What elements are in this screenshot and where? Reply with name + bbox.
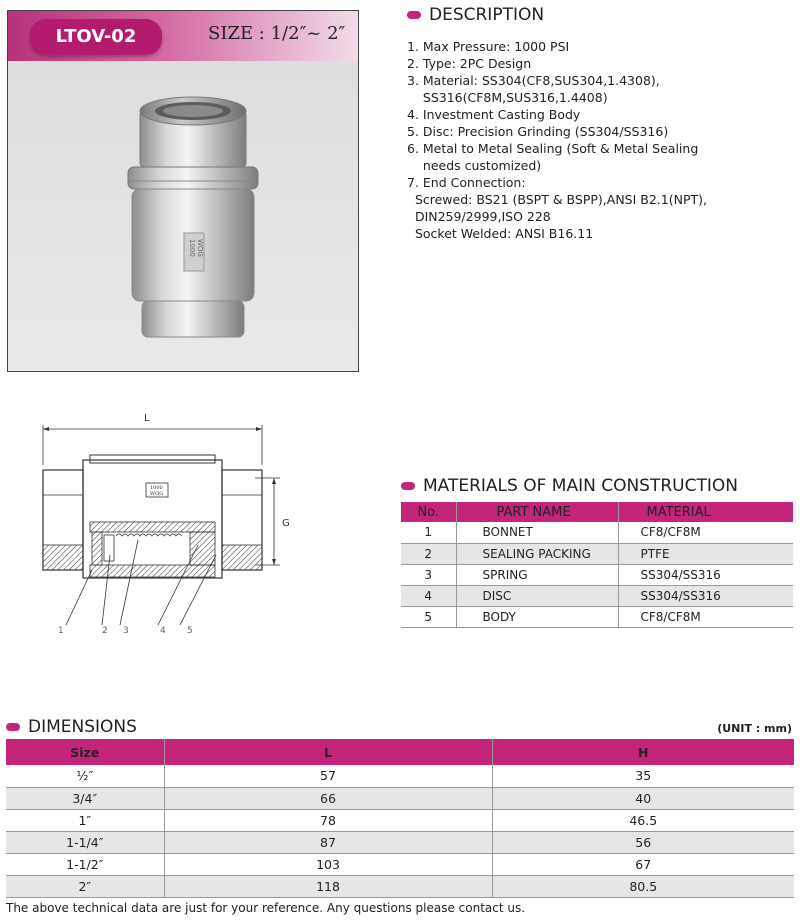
l-cell: 78: [164, 809, 492, 831]
section-marker-icon: [407, 11, 421, 19]
description-line: DIN259/2999,ISO 228: [407, 209, 551, 224]
part-name: BONNET: [456, 522, 618, 543]
description-line: Socket Welded: ANSI B16.11: [407, 226, 594, 241]
table-row: [6, 831, 794, 853]
part-number: 4: [401, 585, 456, 606]
dimensions-heading: [6, 717, 137, 737]
materials-header-row: [401, 502, 793, 522]
h-cell: 56: [492, 831, 794, 853]
dimensions-header-l: L: [164, 739, 492, 765]
footer-note: The above technical data are just for your reference. Any questions please contact us.: [6, 901, 526, 915]
materials-header-part: PART NAME: [456, 502, 618, 522]
l-cell: 118: [164, 875, 492, 897]
table-row: [6, 787, 794, 809]
h-cell: 40: [492, 787, 794, 809]
h-cell: 80.5: [492, 875, 794, 897]
description-heading: [407, 5, 544, 25]
part-number: 3: [401, 564, 456, 585]
description-line: 4. Investment Casting Body: [407, 107, 581, 122]
callout-1: 1: [58, 626, 64, 636]
part-number: 1: [401, 522, 456, 543]
drawing-marking-1000: 1000: [150, 485, 163, 491]
callout-2: 2: [102, 626, 108, 636]
part-material: SS304/SS316: [618, 585, 793, 606]
callout-3: 3: [123, 626, 129, 636]
description-line: 5. Disc: Precision Grinding (SS304/SS316): [407, 124, 669, 139]
part-name: SPRING: [456, 564, 618, 585]
section-marker-icon: [401, 482, 415, 490]
height-label: G: [282, 518, 290, 529]
materials-header-no: No.: [401, 502, 456, 522]
materials-header-material: MATERIAL: [618, 502, 793, 522]
materials-title: MATERIALS OF MAIN CONSTRUCTION: [423, 476, 738, 496]
product-image-panel: [7, 10, 359, 372]
h-cell: 67: [492, 853, 794, 875]
description-line: SS316(CF8M,SUS316,1.4408): [407, 90, 608, 105]
size-cell: ½″: [6, 765, 164, 787]
table-row: [6, 765, 794, 787]
h-cell: 35: [492, 765, 794, 787]
section-marker-icon: [6, 723, 20, 731]
description-line: 3. Material: SS304(CF8,SUS304,1.4308),: [407, 73, 660, 88]
table-row: [401, 585, 793, 606]
table-row: [6, 875, 794, 897]
part-number: 2: [401, 543, 456, 564]
size-cell: 1-1/2″: [6, 853, 164, 875]
size-cell: 3/4″: [6, 787, 164, 809]
description-line: 7. End Connection:: [407, 175, 526, 190]
part-name: DISC: [456, 585, 618, 606]
table-row: [401, 606, 793, 627]
product-header-band: [8, 11, 358, 61]
part-material: SS304/SS316: [618, 564, 793, 585]
valve-photo: [118, 89, 268, 349]
length-label: L: [144, 413, 150, 424]
table-row: [401, 522, 793, 543]
table-row: [6, 853, 794, 875]
table-row: [6, 809, 794, 831]
dimensions-header-size: Size: [6, 739, 164, 765]
callout-4: 4: [160, 626, 166, 636]
part-name: SEALING PACKING: [456, 543, 618, 564]
l-cell: 57: [164, 765, 492, 787]
description-title: DESCRIPTION: [429, 5, 545, 25]
valve-marking-1000: 1000: [188, 239, 196, 257]
part-name: BODY: [456, 606, 618, 627]
size-cell: 1-1/4″: [6, 831, 164, 853]
size-range-label: SIZE : 1/2″~ 2″: [208, 23, 346, 44]
table-row: [401, 564, 793, 585]
l-cell: 87: [164, 831, 492, 853]
part-material: PTFE: [618, 543, 793, 564]
description-line: needs customized): [407, 158, 542, 173]
dimensions-table: [6, 739, 794, 898]
drawing-marking-wog: WOG: [150, 491, 164, 497]
model-badge: LTOV-02: [30, 19, 162, 55]
part-material: CF8/CF8M: [618, 522, 793, 543]
dimensions-title: DIMENSIONS: [28, 717, 137, 737]
description-line: 2. Type: 2PC Design: [407, 56, 532, 71]
dimensions-header-h: H: [492, 739, 794, 765]
description-list: [407, 38, 797, 242]
materials-heading: [401, 476, 738, 496]
size-cell: 1″: [6, 809, 164, 831]
l-cell: 103: [164, 853, 492, 875]
h-cell: 46.5: [492, 809, 794, 831]
dimensions-header-row: [6, 739, 794, 765]
callout-5: 5: [187, 626, 193, 636]
table-row: [401, 543, 793, 564]
valve-marking-wog: WOG: [196, 239, 204, 257]
description-line: 1. Max Pressure: 1000 PSI: [407, 39, 570, 54]
size-cell: 2″: [6, 875, 164, 897]
unit-label: (UNIT : mm): [717, 722, 792, 735]
description-line: Screwed: BS21 (BSPT & BSPP),ANSI B2.1(NPT),: [407, 192, 707, 207]
part-material: CF8/CF8M: [618, 606, 793, 627]
cross-section-drawing: [30, 405, 310, 640]
materials-table: [401, 502, 793, 628]
description-line: 6. Metal to Metal Sealing (Soft & Metal Sealing: [407, 141, 699, 156]
l-cell: 66: [164, 787, 492, 809]
part-number: 5: [401, 606, 456, 627]
